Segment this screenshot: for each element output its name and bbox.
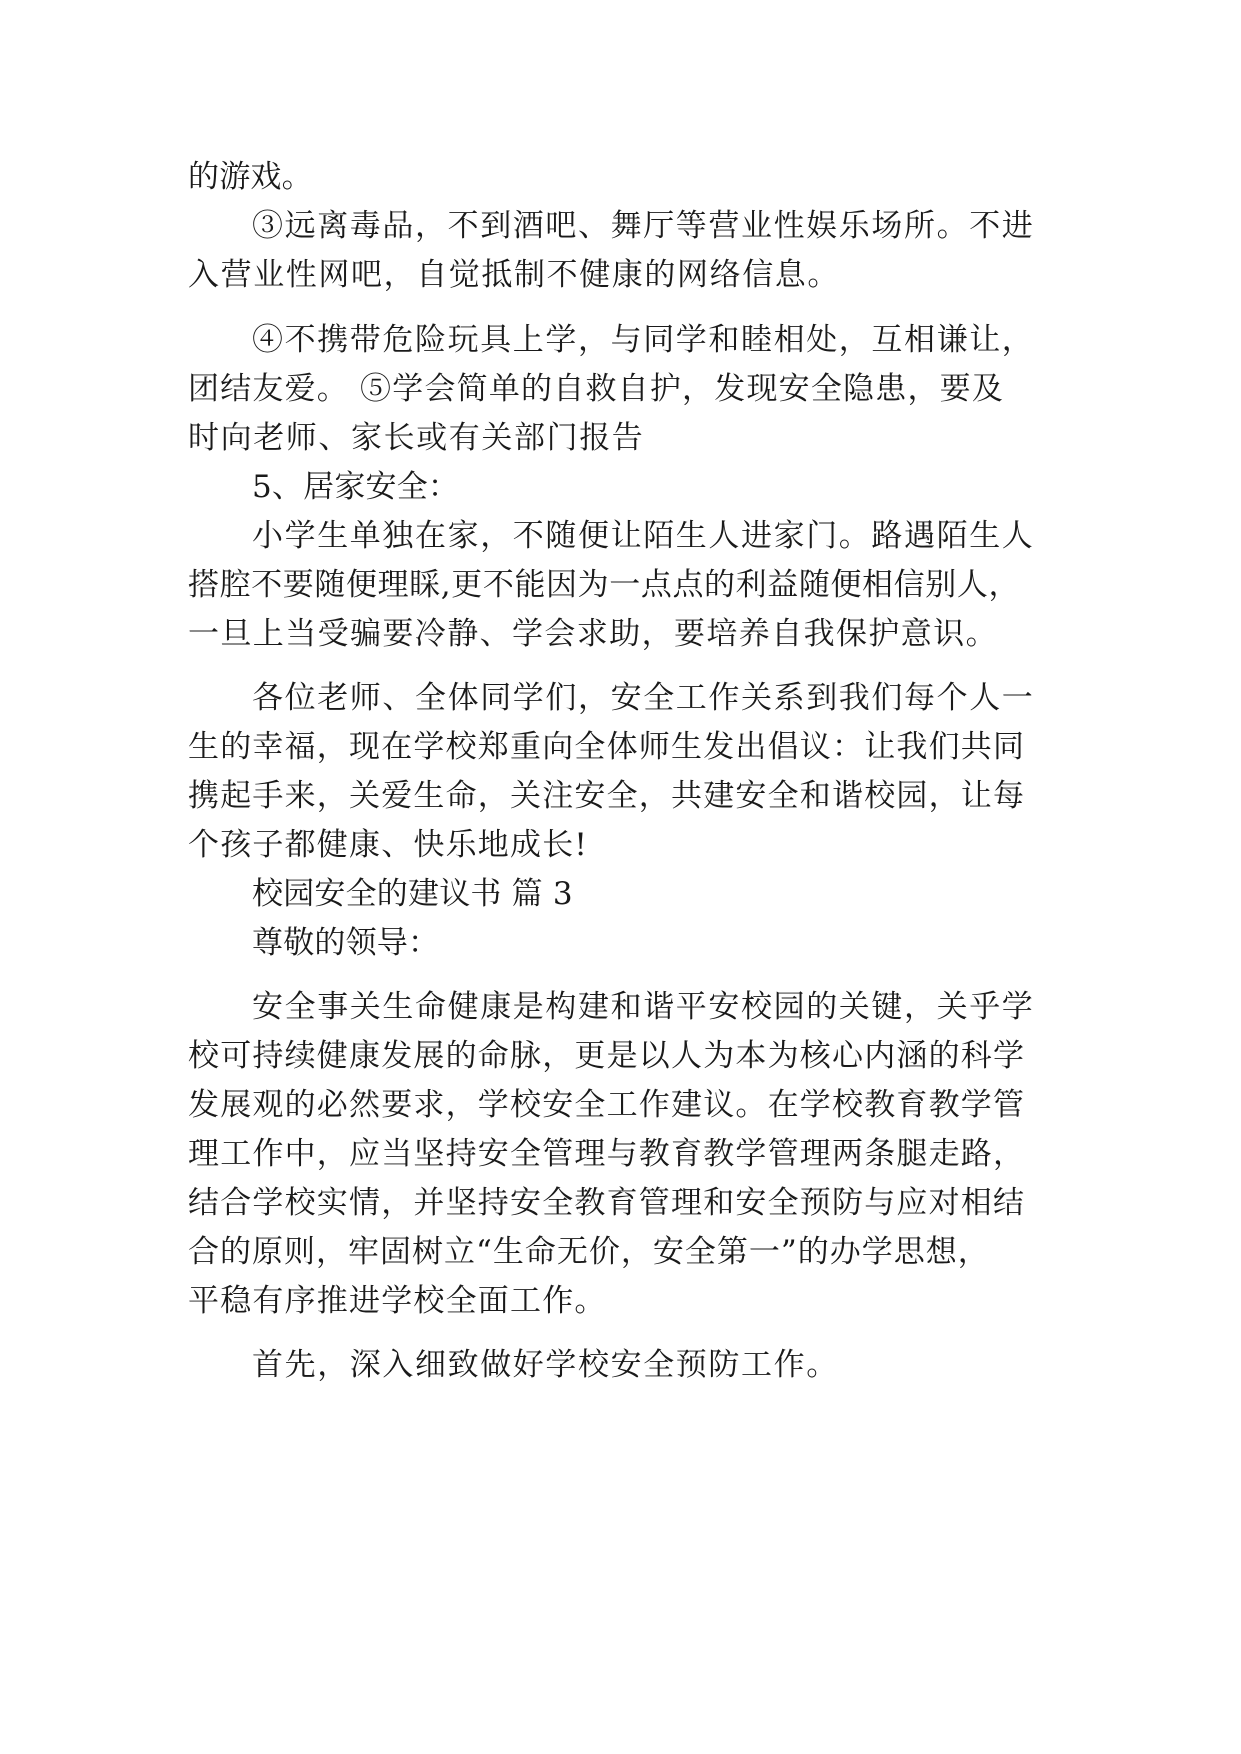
text-line: 各位老师、全体同学们，安全工作关系到我们每个人一 bbox=[252, 680, 1035, 716]
text-line: 携起手来，关爱生命，关注安全，共建安全和谐校园，让每 bbox=[188, 778, 1026, 814]
text-line: 小学生单独在家，不随便让陌生人进家门。路遇陌生人 bbox=[252, 518, 1035, 554]
text-line: 安全事关生命健康是构建和谐平安校园的关键，关乎学 bbox=[252, 989, 1035, 1025]
text-line: 团结友爱。 ⑤学会简单的自救自护，发现安全隐患，要及 bbox=[188, 371, 1005, 407]
text-line: 生的幸福，现在学校郑重向全体师生发出倡议：让我们共同 bbox=[188, 729, 1026, 765]
text-line: 结合学校实情，并坚持安全教育管理和安全预防与应对相结 bbox=[188, 1185, 1026, 1221]
text-line: 尊敬的领导： bbox=[252, 925, 440, 961]
text-line: 入营业性网吧，自觉抵制不健康的网络信息。 bbox=[188, 257, 840, 293]
text-line: 平稳有序推进学校全面工作。 bbox=[188, 1283, 607, 1319]
text-line: 校可持续健康发展的命脉，更是以人为本为核心内涵的科学 bbox=[188, 1038, 1026, 1074]
text-line: 个孩子都健康、快乐地成长! bbox=[188, 827, 589, 863]
text-line: 时向老师、家长或有关部门报告 bbox=[188, 420, 645, 456]
text-line: ③远离毒品，不到酒吧、舞厅等营业性娱乐场所。不进 bbox=[252, 208, 1035, 244]
text-line: 首先，深入细致做好学校安全预防工作。 bbox=[252, 1347, 839, 1383]
text-line: 一旦上当受骗要冷静、学会求助，要培养自我保护意识。 bbox=[188, 616, 998, 652]
text-line: 搭腔不要随便理睬,更不能因为一点点的利益随便相信别人， bbox=[188, 567, 1021, 603]
section-heading: 校园安全的建议书 篇 3 bbox=[252, 876, 573, 912]
text-line: 发展观的必然要求，学校安全工作建议。在学校教育教学管 bbox=[188, 1087, 1026, 1123]
text-line: ④不携带危险玩具上学，与同学和睦相处，互相谦让， bbox=[252, 322, 1035, 358]
text-line: 5、居家安全： bbox=[252, 469, 460, 505]
text-line: 理工作中，应当坚持安全管理与教育教学管理两条腿走路， bbox=[188, 1136, 1026, 1172]
text-line: 合的原则，牢固树立“生命无价，安全第一”的办学思想， bbox=[188, 1234, 990, 1270]
text-line: 的游戏。 bbox=[188, 159, 313, 195]
